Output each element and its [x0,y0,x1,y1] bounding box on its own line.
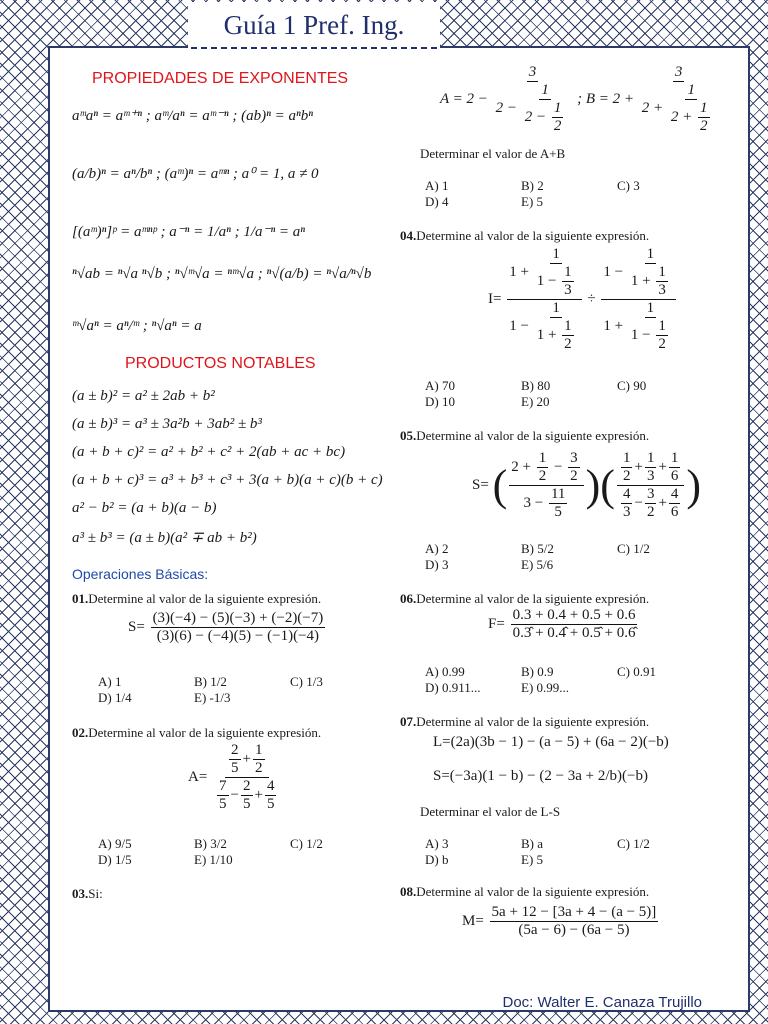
expression-07-s: S=(−3a)(1 − b) − (2 − 3a + 2/b)(−b) [433,768,649,784]
question-number: 07. [400,714,417,729]
option-e[interactable]: E) 1/10 [194,852,233,867]
options-01 [98,674,386,706]
option-d[interactable]: D) b [425,852,449,867]
expression-a-lhs: A = 2 − [440,90,488,107]
option-c[interactable]: C) 1/2 [617,836,650,851]
option-e[interactable]: E) 5 [521,194,544,209]
fraction-numerator: 3 [528,64,537,80]
fraction-numerator: 0.3 + 0.4 + 0.5 + 0.6 [512,607,636,623]
question-text: Determine al valor de la siguiente expresión. [88,591,322,606]
option-a[interactable]: A) 70 [425,378,455,393]
option-d[interactable]: D) 4 [425,194,449,209]
option-a[interactable]: A) 1 [425,178,449,193]
expression-lhs: F= [488,615,505,632]
expression-b-lhs: ; B = 2 + [577,90,635,107]
option-c[interactable]: C) 3 [617,178,640,193]
instruction-03: Determinar el valor de A+B [420,146,566,161]
option-a[interactable]: A) 1 [98,674,122,689]
question-text: Determine al valor de la siguiente expresión. [416,591,650,606]
option-c[interactable]: C) 1/3 [290,674,323,689]
options-07 [425,836,713,868]
option-d[interactable]: D) 1/4 [98,690,132,705]
option-e[interactable]: E) 0.99... [521,680,570,695]
formula-line-4: ⁿ√ab = ⁿ√a ⁿ√b ; ⁿ√ᵐ√a = ⁿᵐ√a ; ⁿ√(a/b) = ⁿ√a/ⁿ√b [72,266,372,282]
section-basic-operations: Operaciones Básicas: [72,566,209,582]
option-c[interactable]: C) 0.91 [617,664,656,679]
formula-line-2: (a/b)ⁿ = aⁿ/bⁿ ; (aᵐ)ⁿ = aᵐⁿ ; a⁰ = 1, a ≠ 0 [72,166,319,182]
option-a[interactable]: A) 0.99 [425,664,465,679]
expression-04: I= 1 + 1 1 − $\frac{1}{3}$ 1 − 1 1 + $\frac{1}{2}$ ÷ 1 − 1 1 + $\frac{1}{3}$ 1 + 1 1 − $\frac{1}{2}$ [488,246,678,353]
question-01 [72,591,321,607]
question-number: 02. [72,725,89,740]
options-02 [98,836,386,868]
fraction-denominator: $\frac{7}{5}$ − $\frac{2}{5}$ + $\frac{4}{5}$ [219,778,275,812]
option-b[interactable]: B) a [521,836,544,851]
option-e[interactable]: E) -1/3 [194,690,231,705]
question-text: Determine al valor de la siguiente expresión. [88,725,322,740]
question-text: Si: [88,886,103,901]
question-08 [400,884,649,900]
expression-03: A = 2 − 3 2 − 1 2 − $\frac{1}{2}$ ; B = 2 + 3 2 + 1 2 + $\frac{1}{2}$ [440,64,708,134]
option-e[interactable]: E) 5 [521,852,544,867]
option-d[interactable]: D) 1/5 [98,852,132,867]
product-line-6: a³ ± b³ = (a ± b)(a² ∓ ab + b²) [72,530,257,546]
question-text: Determine al valor de la siguiente expresión. [416,228,650,243]
option-b[interactable]: B) 80 [521,378,551,393]
fraction-numerator: 3 [674,64,683,80]
product-line-2: (a ± b)³ = a³ ± 3a²b + 3ab² ± b³ [72,416,262,432]
page-title: Guía 1 Pref. Ing. [223,10,405,40]
fraction-denominator: 0.3̂ + 0.4̂ + 0.5̂ + 0.6̂ [512,625,636,641]
option-b[interactable]: B) 0.9 [521,664,554,679]
option-d[interactable]: D) 3 [425,557,449,572]
option-c[interactable]: C) 1/2 [617,541,650,556]
question-04 [400,228,649,244]
option-b[interactable]: B) 5/2 [521,541,554,556]
fraction-denominator: (5a − 6) − (6a − 5) [518,922,630,938]
product-line-1: (a ± b)² = a² ± 2ab + b² [72,388,215,404]
section-notable-products: PRODUCTOS NOTABLES [125,355,316,372]
option-d[interactable]: D) 10 [425,394,455,409]
question-number: 05. [400,428,417,443]
option-b[interactable]: B) 3/2 [194,836,227,851]
option-c[interactable]: C) 90 [617,378,647,393]
product-line-3: (a + b + c)² = a² + b² + c² + 2(ab + ac + bc) [72,444,346,460]
option-e[interactable]: E) 20 [521,394,550,409]
question-05 [400,428,649,444]
formula-line-3: [(aᵐ)ⁿ]ᵖ = aᵐⁿᵖ ; a⁻ⁿ = 1/aⁿ ; 1/a⁻ⁿ = aⁿ [72,224,306,240]
title-box [188,2,440,54]
expression-02 [188,742,282,813]
options-04 [425,378,713,410]
expression-01 [128,610,327,645]
title-underline [191,47,437,49]
expression-05: S= ( 2 + $\frac{1}{2}$ − $\frac{3}{2}$ 3 − $\frac{11}{5}$ )( $\frac{1}{2}$ + $\frac{1}{3}$ + $\frac{1}{6}$ $\frac{4}{3}$ − $\frac{3}{2}$ + $\frac{4}{6}$ ) [472,450,702,520]
expression-07-l: L=(2a)(3b − 1) − (a − 5) + (6a − 2)(−b) [433,734,669,750]
formula-line-5: ᵐ√aⁿ = aⁿ/ᵐ ; ⁿ√aⁿ = a [72,318,202,334]
expression-lhs: S= [128,618,145,635]
option-e[interactable]: E) 5/6 [521,557,554,572]
question-number: 01. [72,591,89,606]
author-footer: Doc: Walter E. Canaza Trujillo [502,994,702,1011]
instruction-07: Determinar el valor de L-S [420,804,561,819]
expression-lhs: I= [488,290,502,307]
fraction-numerator: $\frac{2}{5}$ + $\frac{1}{2}$ [225,742,268,778]
options-05 [425,541,713,573]
fraction-numerator: 5a + 12 − [3a + 4 − (a − 5)] [491,904,657,920]
expression-06 [488,607,639,642]
options-03 [425,178,713,210]
section-exponent-properties: PROPIEDADES DE EXPONENTES [92,70,349,87]
question-text: Determine al valor de la siguiente expresión. [416,884,650,899]
option-a[interactable]: A) 9/5 [98,836,132,851]
expression-lhs: M= [462,912,484,929]
question-02 [72,725,321,741]
expression-08 [462,904,660,939]
question-03 [72,886,103,902]
option-a[interactable]: A) 3 [425,836,449,851]
option-b[interactable]: B) 1/2 [194,674,227,689]
options-06 [425,664,713,696]
question-06 [400,591,649,607]
fraction-denominator: (3)(6) − (−4)(5) − (−1)(−4) [156,628,320,644]
formula-line-1: aᵐaⁿ = aᵐ⁺ⁿ ; aᵐ/aⁿ = aᵐ⁻ⁿ ; (ab)ⁿ = aⁿbⁿ [72,108,313,124]
question-number: 03. [72,886,89,901]
product-line-5: a² − b² = (a + b)(a − b) [72,500,217,516]
question-number: 08. [400,884,417,899]
question-number: 04. [400,228,417,243]
option-a[interactable]: A) 2 [425,541,449,556]
question-number: 06. [400,591,417,606]
product-line-4: (a + b + c)³ = a³ + b³ + c³ + 3(a + b)(a + c)(b + c) [72,472,383,488]
option-d[interactable]: D) 0.911... [425,680,481,695]
expression-lhs: A= [188,768,208,785]
question-text: Determine al valor de la siguiente expresión. [416,428,650,443]
question-07 [400,714,649,730]
option-c[interactable]: C) 1/2 [290,836,323,851]
question-text: Determine al valor de la siguiente expresión. [416,714,650,729]
option-b[interactable]: B) 2 [521,178,544,193]
expression-lhs: S= [472,476,489,493]
fraction-numerator: (3)(−4) − (5)(−3) + (−2)(−7) [152,610,324,626]
